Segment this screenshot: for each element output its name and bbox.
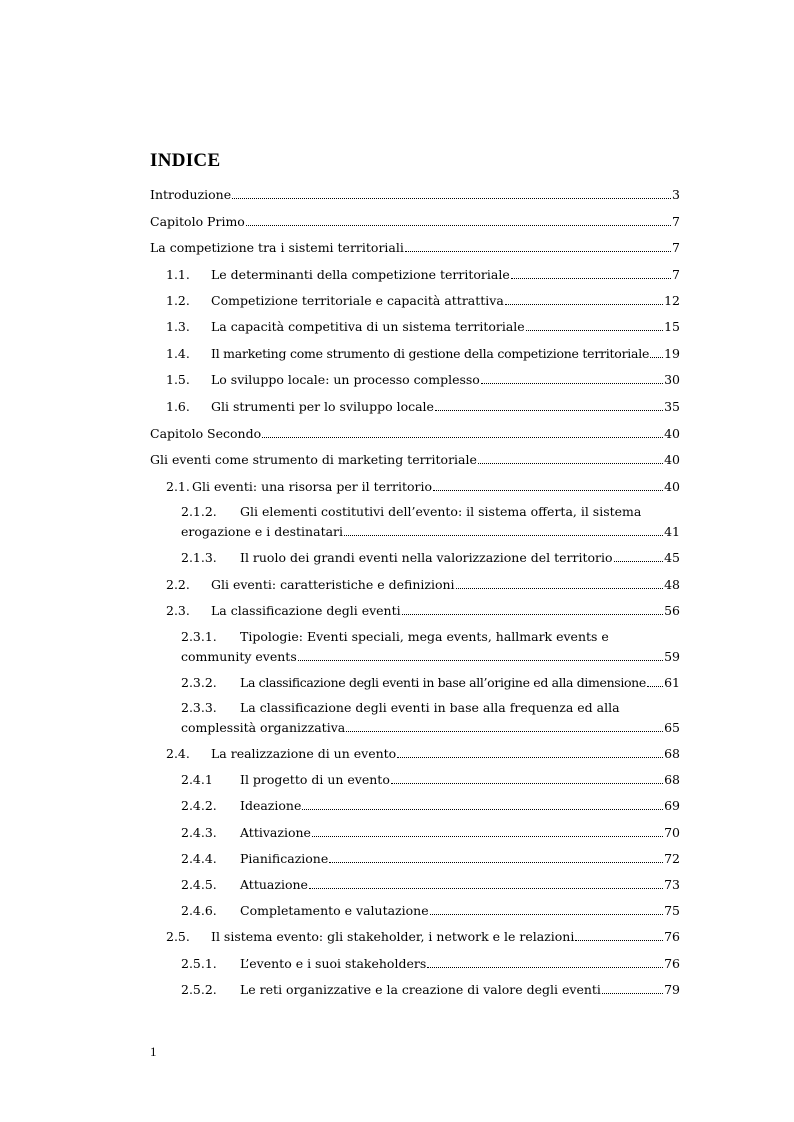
toc-entry[interactable] <box>181 903 680 919</box>
toc-entry[interactable] <box>166 399 680 415</box>
toc-entry-page: 45 <box>664 550 680 565</box>
toc-entry[interactable] <box>166 293 680 309</box>
toc-entry[interactable] <box>166 479 680 495</box>
dot-leader <box>344 535 663 536</box>
toc-entry-text: La realizzazione di un evento <box>211 746 397 761</box>
toc-entry-page: 40 <box>664 426 680 441</box>
toc-entry-number: 2.4.6. <box>181 903 217 918</box>
toc-entry[interactable] <box>181 851 680 867</box>
toc-entry-text: La classificazione degli eventi in base all’origine ed alla dimensione <box>240 675 646 690</box>
dot-leader <box>575 940 663 941</box>
toc-entry-text: Gli eventi: caratteristiche e definizioni <box>211 577 455 592</box>
toc-entry-number: 2.5.1. <box>181 956 217 971</box>
toc-entry-page: 76 <box>664 929 680 944</box>
toc-entry-text: La classificazione degli eventi in base alla frequenza ed alla <box>240 700 620 715</box>
toc-entry-page: 72 <box>664 851 680 866</box>
dot-leader <box>505 304 663 305</box>
toc-entry-number: 2.5.2. <box>181 982 217 997</box>
dot-leader <box>435 410 663 411</box>
toc-entry-text: Il ruolo dei grandi eventi nella valorizzazione del territorio <box>240 550 613 565</box>
toc-entry-number: 2.4.1 <box>181 772 213 787</box>
toc-entry-number: 2.4.4. <box>181 851 217 866</box>
dot-leader <box>397 757 663 758</box>
toc-entry-number: 2.4. <box>166 746 190 761</box>
toc-entry-first-line[interactable] <box>181 504 641 520</box>
toc-entry-text: Gli elementi costitutivi dell’evento: il sistema offerta, il sistema <box>240 504 642 519</box>
dot-leader <box>614 561 664 562</box>
toc-entry-page: 59 <box>664 649 680 664</box>
toc-entry-text: community events <box>181 649 297 664</box>
toc-entry-page: 7 <box>672 240 680 255</box>
toc-entry-text: Lo sviluppo locale: un processo complesso <box>211 372 480 387</box>
toc-entry-page: 7 <box>672 267 680 282</box>
toc-entry-number: 2.4.3. <box>181 825 217 840</box>
toc-entry-text: Gli eventi come strumento di marketing territoriale <box>150 452 477 467</box>
toc-entry-second-line[interactable] <box>181 720 680 736</box>
toc-entry-page: 79 <box>664 982 680 997</box>
toc-entry-text: Gli strumenti per lo sviluppo locale <box>211 399 434 414</box>
toc-entry-page: 12 <box>664 293 680 308</box>
toc-entry-text: Il progetto di un evento <box>240 772 390 787</box>
toc-entry-number: 2.3.3. <box>181 700 217 715</box>
toc-entry-number: 1.5. <box>166 372 190 387</box>
toc-entry[interactable] <box>166 746 680 762</box>
toc-entry-second-line[interactable] <box>181 649 680 665</box>
toc-entry-page: 35 <box>664 399 680 414</box>
dot-leader <box>526 330 663 331</box>
toc-entry[interactable] <box>166 577 680 593</box>
dot-leader <box>302 809 663 810</box>
toc-entry-page: 68 <box>664 746 680 761</box>
dot-leader <box>262 437 663 438</box>
toc-entry-second-line[interactable] <box>181 524 680 540</box>
toc-entry[interactable] <box>150 452 680 468</box>
dot-leader <box>430 914 663 915</box>
toc-entry[interactable] <box>166 319 680 335</box>
toc-entry-number: 2.3.2. <box>181 675 217 690</box>
toc-entry-number: 1.1. <box>166 267 190 282</box>
toc-entry[interactable] <box>181 550 680 566</box>
toc-entry-page: 68 <box>664 772 680 787</box>
toc-entry-text: La competizione tra i sistemi territoriali <box>150 240 404 255</box>
toc-entry-number: 1.2. <box>166 293 190 308</box>
toc-entry-text: Tipologie: Eventi speciali, mega events, hallmark events e <box>240 629 609 644</box>
toc-entry-first-line[interactable] <box>181 700 620 716</box>
toc-entry[interactable] <box>150 426 680 442</box>
toc-entry-number: 2.1. <box>166 479 190 494</box>
dot-leader <box>602 993 663 994</box>
toc-entry-page: 48 <box>664 577 680 592</box>
toc-entry[interactable] <box>150 214 680 230</box>
dot-leader <box>647 686 663 687</box>
toc-entry-number: 2.1.2. <box>181 504 217 519</box>
dot-leader <box>246 225 671 226</box>
toc-entry-number: 2.3.1. <box>181 629 217 644</box>
toc-entry-number: 2.5. <box>166 929 190 944</box>
toc-entry-number: 2.1.3. <box>181 550 217 565</box>
toc-entry[interactable] <box>181 956 680 972</box>
toc-entry-page: 40 <box>664 479 680 494</box>
toc-entry[interactable] <box>181 675 680 691</box>
toc-entry-number: 2.2. <box>166 577 190 592</box>
toc-entry-page: 40 <box>664 452 680 467</box>
toc-entry[interactable] <box>166 372 680 388</box>
toc-entry-text: Attuazione <box>240 877 308 892</box>
toc-entry-text: Gli eventi: una risorsa per il territorio <box>192 479 433 494</box>
toc-entry[interactable] <box>166 346 680 362</box>
toc-entry[interactable] <box>166 929 680 945</box>
toc-entry-text: Attivazione <box>240 825 311 840</box>
toc-entry-text: Le determinanti della competizione territoriale <box>211 267 510 282</box>
page-number: 1 <box>150 1044 157 1059</box>
toc-entry-page: 65 <box>664 720 680 735</box>
toc-entry-number: 1.4. <box>166 346 190 361</box>
toc-entry-text: Completamento e valutazione <box>240 903 429 918</box>
toc-entry-page: 70 <box>664 825 680 840</box>
toc-title: INDICE <box>150 150 221 171</box>
toc-entry-page: 41 <box>664 524 680 539</box>
dot-leader <box>511 278 671 279</box>
toc-entry-text: L’evento e i suoi stakeholders <box>240 956 427 971</box>
toc-entry[interactable] <box>166 603 680 619</box>
dot-leader <box>309 888 663 889</box>
toc-entry-text: Ideazione <box>240 798 302 813</box>
toc-entry-page: 61 <box>664 675 680 690</box>
toc-entry-page: 15 <box>664 319 680 334</box>
toc-entry[interactable] <box>181 772 680 788</box>
toc-entry-text: La classificazione degli eventi <box>211 603 401 618</box>
dot-leader <box>402 614 663 615</box>
toc-entry-text: Il marketing come strumento di gestione della competizione territoriale <box>211 346 650 361</box>
toc-entry-text: Il sistema evento: gli stakeholder, i network e le relazioni <box>211 929 575 944</box>
dot-leader <box>456 588 664 589</box>
dot-leader <box>433 490 663 491</box>
toc-entry-page: 7 <box>672 214 680 229</box>
toc-entry-page: 69 <box>664 798 680 813</box>
toc-entry-number: 2.3. <box>166 603 190 618</box>
toc-entry-number: 2.4.5. <box>181 877 217 892</box>
toc-entry-text: erogazione e i destinatari <box>181 524 344 539</box>
toc-entry[interactable] <box>150 187 680 203</box>
toc-entry-page: 76 <box>664 956 680 971</box>
dot-leader <box>650 357 663 358</box>
dot-leader <box>481 383 663 384</box>
dot-leader <box>232 198 671 199</box>
dot-leader <box>478 463 663 464</box>
toc-entry[interactable] <box>166 267 680 283</box>
dot-leader <box>405 251 671 252</box>
dot-leader <box>346 731 663 732</box>
toc-entry-text: Capitolo Primo <box>150 214 245 229</box>
toc-entry[interactable] <box>181 877 680 893</box>
toc-entry-text: complessità organizzativa <box>181 720 346 735</box>
toc-entry[interactable] <box>181 982 680 998</box>
toc-entry[interactable] <box>181 798 680 814</box>
dot-leader <box>312 836 663 837</box>
toc-entry-page: 56 <box>664 603 680 618</box>
dot-leader <box>427 967 663 968</box>
toc-entry-text: Le reti organizzative e la creazione di valore degli eventi <box>240 982 601 997</box>
toc-entry-number: 1.3. <box>166 319 190 334</box>
toc-entry-page: 30 <box>664 372 680 387</box>
toc-entry-page: 3 <box>672 187 680 202</box>
toc-entry-page: 19 <box>664 346 680 361</box>
toc-entry-number: 2.4.2. <box>181 798 217 813</box>
toc-entry-text: Introduzione <box>150 187 232 202</box>
toc-entry-page: 75 <box>664 903 680 918</box>
toc-entry-text: Competizione territoriale e capacità attrattiva <box>211 293 504 308</box>
dot-leader <box>298 660 663 661</box>
toc-entry[interactable] <box>181 825 680 841</box>
toc-entry[interactable] <box>150 240 680 256</box>
toc-entry-text: Pianificazione <box>240 851 329 866</box>
toc-entry-page: 73 <box>664 877 680 892</box>
dot-leader <box>391 783 663 784</box>
toc-entry-number: 1.6. <box>166 399 190 414</box>
toc-entry-first-line[interactable] <box>181 629 609 645</box>
dot-leader <box>329 862 663 863</box>
toc-entry-text: Capitolo Secondo <box>150 426 262 441</box>
toc-entry-text: La capacità competitiva di un sistema territoriale <box>211 319 525 334</box>
